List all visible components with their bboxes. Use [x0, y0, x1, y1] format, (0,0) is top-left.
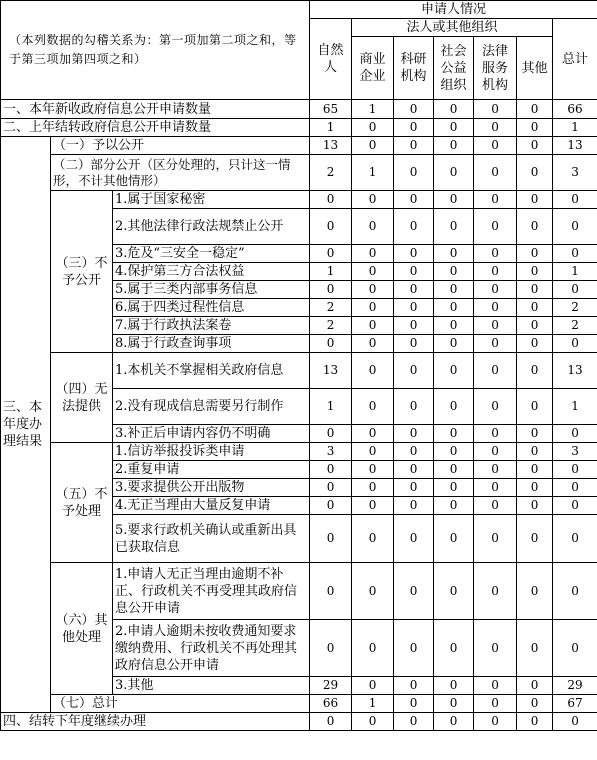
- row-label: 二、上年结转政府信息公开申请数量: [1, 119, 310, 137]
- value-cell: 0: [474, 497, 517, 515]
- value-cell: 0: [434, 335, 474, 353]
- row-label: （一）予以公开: [51, 137, 310, 155]
- value-cell: 0: [517, 155, 553, 191]
- row-label: 一、本年新收政府信息公开申请数量: [1, 100, 310, 119]
- value-cell: 0: [434, 155, 474, 191]
- table-note: （本列数据的勾稽关系为：第一项加第二项之和，等于第三项加第四项之和）: [1, 1, 310, 100]
- value-cell: 0: [310, 335, 352, 353]
- value-cell: 0: [352, 191, 394, 209]
- value-cell: 0: [434, 119, 474, 137]
- value-cell: 0: [434, 389, 474, 425]
- value-cell: 3: [310, 443, 352, 461]
- value-cell: 0: [310, 497, 352, 515]
- value-cell: 0: [517, 443, 553, 461]
- value-cell: 0: [474, 443, 517, 461]
- value-cell: 0: [352, 677, 394, 695]
- group-label: （三）不予公开: [51, 191, 113, 353]
- value-cell: 0: [474, 425, 517, 443]
- value-cell: 0: [394, 677, 434, 695]
- group-label: （四）无法提供: [51, 353, 113, 443]
- value-cell: 1: [352, 100, 394, 119]
- value-cell: 0: [474, 479, 517, 497]
- value-cell: 0: [434, 263, 474, 281]
- value-cell: 0: [553, 620, 597, 677]
- value-cell: 0: [517, 281, 553, 299]
- value-cell: 13: [310, 353, 352, 389]
- value-cell: 0: [474, 263, 517, 281]
- value-cell: 0: [434, 353, 474, 389]
- value-cell: 0: [474, 515, 517, 563]
- value-cell: 2: [310, 155, 352, 191]
- value-cell: 0: [310, 461, 352, 479]
- table-row: [1, 695, 597, 713]
- item-label: 1.信访举报投诉类申请: [113, 443, 310, 461]
- value-cell: 29: [553, 677, 597, 695]
- value-cell: 0: [553, 479, 597, 497]
- value-cell: 0: [394, 479, 434, 497]
- value-cell: 0: [352, 620, 394, 677]
- value-cell: 0: [352, 389, 394, 425]
- value-cell: 0: [434, 479, 474, 497]
- col-public-welfare: 社会公益组织: [434, 37, 474, 100]
- value-cell: 0: [474, 281, 517, 299]
- table-row: [1, 443, 597, 461]
- item-label: 1.属于国家秘密: [113, 191, 310, 209]
- item-label: 7.属于行政执法案卷: [113, 317, 310, 335]
- value-cell: 0: [434, 281, 474, 299]
- value-cell: 0: [310, 425, 352, 443]
- group-label: （六）其他处理: [51, 563, 113, 695]
- value-cell: 1: [310, 389, 352, 425]
- table-row: [1, 155, 597, 191]
- col-legal-service: 法律服务机构: [474, 37, 517, 100]
- value-cell: 0: [517, 245, 553, 263]
- value-cell: 13: [553, 353, 597, 389]
- value-cell: 0: [310, 245, 352, 263]
- value-cell: 0: [517, 479, 553, 497]
- value-cell: 0: [394, 155, 434, 191]
- value-cell: 0: [474, 695, 517, 713]
- value-cell: 65: [310, 100, 352, 119]
- value-cell: 0: [474, 563, 517, 620]
- value-cell: 0: [517, 191, 553, 209]
- value-cell: 0: [394, 443, 434, 461]
- value-cell: 0: [310, 620, 352, 677]
- value-cell: 0: [394, 119, 434, 137]
- value-cell: 0: [394, 425, 434, 443]
- value-cell: 0: [352, 461, 394, 479]
- value-cell: 0: [553, 461, 597, 479]
- value-cell: 0: [517, 335, 553, 353]
- value-cell: 0: [394, 563, 434, 620]
- value-cell: 0: [517, 497, 553, 515]
- value-cell: 0: [394, 713, 434, 731]
- value-cell: 0: [394, 353, 434, 389]
- value-cell: 0: [474, 677, 517, 695]
- value-cell: 0: [352, 119, 394, 137]
- value-cell: 0: [517, 461, 553, 479]
- value-cell: 0: [434, 461, 474, 479]
- value-cell: 0: [310, 191, 352, 209]
- value-cell: 0: [352, 281, 394, 299]
- item-label: 3.危及“三安全一稳定”: [113, 245, 310, 263]
- value-cell: 0: [474, 389, 517, 425]
- value-cell: 3: [553, 155, 597, 191]
- value-cell: 0: [474, 461, 517, 479]
- item-label: 2.申请人逾期未按收费通知要求缴纳费用、行政机关不再处理其政府信息公开申请: [113, 620, 310, 677]
- item-label: 4.无正当理由大量反复申请: [113, 497, 310, 515]
- value-cell: 0: [517, 119, 553, 137]
- table-row: [1, 137, 597, 155]
- value-cell: 2: [310, 299, 352, 317]
- value-cell: 66: [310, 695, 352, 713]
- value-cell: 0: [352, 299, 394, 317]
- item-label: 8.属于行政查询事项: [113, 335, 310, 353]
- value-cell: 0: [394, 695, 434, 713]
- value-cell: 0: [517, 695, 553, 713]
- value-cell: 0: [352, 209, 394, 245]
- value-cell: 0: [474, 155, 517, 191]
- value-cell: 0: [517, 677, 553, 695]
- value-cell: 0: [434, 245, 474, 263]
- value-cell: 0: [517, 620, 553, 677]
- value-cell: 0: [434, 191, 474, 209]
- group-label: （五）不予处理: [51, 443, 113, 563]
- item-label: 3.要求提供公开出版物: [113, 479, 310, 497]
- col-natural-person: 自然人: [310, 19, 352, 100]
- value-cell: 0: [474, 245, 517, 263]
- value-cell: 0: [553, 335, 597, 353]
- value-cell: 0: [394, 137, 434, 155]
- value-cell: 0: [553, 281, 597, 299]
- value-cell: 0: [474, 209, 517, 245]
- value-cell: 0: [434, 620, 474, 677]
- value-cell: 0: [474, 191, 517, 209]
- value-cell: 0: [394, 299, 434, 317]
- value-cell: 0: [434, 137, 474, 155]
- table-row: [1, 563, 597, 620]
- item-label: 6.属于四类过程性信息: [113, 299, 310, 317]
- value-cell: 0: [517, 209, 553, 245]
- value-cell: 0: [394, 317, 434, 335]
- value-cell: 0: [553, 515, 597, 563]
- value-cell: 29: [310, 677, 352, 695]
- value-cell: 1: [352, 695, 394, 713]
- value-cell: 0: [474, 100, 517, 119]
- value-cell: 0: [434, 695, 474, 713]
- item-label: 2.其他法律行政法规禁止公开: [113, 209, 310, 245]
- value-cell: 0: [517, 263, 553, 281]
- table-row: [1, 191, 597, 209]
- value-cell: 0: [434, 209, 474, 245]
- value-cell: 0: [434, 677, 474, 695]
- value-cell: 0: [553, 245, 597, 263]
- value-cell: 0: [517, 353, 553, 389]
- item-label: 1.本机关不掌握相关政府信息: [113, 353, 310, 389]
- value-cell: 0: [553, 209, 597, 245]
- value-cell: 0: [394, 620, 434, 677]
- value-cell: 0: [394, 335, 434, 353]
- row-label: 四、结转下年度继续办理: [1, 713, 310, 731]
- value-cell: 0: [434, 713, 474, 731]
- value-cell: 0: [517, 713, 553, 731]
- value-cell: 0: [434, 425, 474, 443]
- value-cell: 0: [394, 281, 434, 299]
- value-cell: 2: [553, 299, 597, 317]
- value-cell: 0: [394, 245, 434, 263]
- value-cell: 0: [394, 191, 434, 209]
- value-cell: 0: [474, 317, 517, 335]
- value-cell: 66: [553, 100, 597, 119]
- value-cell: 0: [517, 137, 553, 155]
- value-cell: 0: [517, 299, 553, 317]
- value-cell: 0: [352, 515, 394, 563]
- value-cell: 0: [474, 119, 517, 137]
- value-cell: 2: [310, 317, 352, 335]
- value-cell: 0: [352, 497, 394, 515]
- value-cell: 1: [310, 119, 352, 137]
- legal-org-header: 法人或其他组织: [352, 19, 553, 37]
- value-cell: 0: [352, 263, 394, 281]
- value-cell: 0: [310, 713, 352, 731]
- value-cell: 1: [310, 263, 352, 281]
- value-cell: 0: [394, 263, 434, 281]
- item-label: 2.重复申请: [113, 461, 310, 479]
- value-cell: 0: [352, 425, 394, 443]
- value-cell: 0: [352, 713, 394, 731]
- value-cell: 0: [434, 299, 474, 317]
- value-cell: 0: [517, 389, 553, 425]
- value-cell: 1: [553, 263, 597, 281]
- col-other: 其他: [517, 37, 553, 100]
- value-cell: 0: [394, 497, 434, 515]
- value-cell: 0: [394, 389, 434, 425]
- col-total: 总计: [553, 19, 597, 100]
- value-cell: 0: [352, 563, 394, 620]
- value-cell: 0: [434, 443, 474, 461]
- item-label: 4.保护第三方合法权益: [113, 263, 310, 281]
- value-cell: 0: [310, 563, 352, 620]
- value-cell: 0: [553, 425, 597, 443]
- value-cell: 1: [553, 389, 597, 425]
- value-cell: 0: [352, 443, 394, 461]
- value-cell: 0: [474, 299, 517, 317]
- value-cell: 0: [474, 353, 517, 389]
- value-cell: 0: [474, 335, 517, 353]
- value-cell: 0: [394, 515, 434, 563]
- table-row: [1, 713, 597, 731]
- col-research: 科研机构: [394, 37, 434, 100]
- value-cell: 0: [394, 461, 434, 479]
- value-cell: 0: [434, 317, 474, 335]
- item-label: 5.要求行政机关确认或重新出具已获取信息: [113, 515, 310, 563]
- value-cell: 0: [553, 191, 597, 209]
- item-label: 1.申请人无正当理由逾期不补正、行政机关不再受理其政府信息公开申请: [113, 563, 310, 620]
- value-cell: 0: [474, 713, 517, 731]
- value-cell: 1: [553, 119, 597, 137]
- value-cell: 0: [394, 100, 434, 119]
- value-cell: 0: [517, 317, 553, 335]
- value-cell: 0: [434, 515, 474, 563]
- value-cell: 3: [553, 443, 597, 461]
- item-label: 2.没有现成信息需要另行制作: [113, 389, 310, 425]
- value-cell: 0: [434, 563, 474, 620]
- section-3-label: 三、本年度办理结果: [1, 137, 51, 713]
- value-cell: 0: [517, 515, 553, 563]
- table-row: [1, 353, 597, 389]
- value-cell: 0: [352, 479, 394, 497]
- value-cell: 0: [434, 497, 474, 515]
- value-cell: 0: [352, 137, 394, 155]
- table-row: [1, 100, 597, 119]
- value-cell: 0: [553, 563, 597, 620]
- value-cell: 0: [310, 209, 352, 245]
- item-label: 3.补正后申请内容仍不明确: [113, 425, 310, 443]
- row-label: （七）总计: [51, 695, 310, 713]
- value-cell: 0: [517, 100, 553, 119]
- value-cell: 0: [352, 317, 394, 335]
- value-cell: 0: [553, 713, 597, 731]
- value-cell: 13: [310, 137, 352, 155]
- applicant-situation-header: 申请人情况: [310, 1, 597, 19]
- value-cell: 0: [352, 245, 394, 263]
- table-row: [1, 119, 597, 137]
- value-cell: 0: [310, 515, 352, 563]
- value-cell: 13: [553, 137, 597, 155]
- row-label: （二）部分公开（区分处理的，只计这一情形，不计其他情形）: [51, 155, 310, 191]
- value-cell: 0: [394, 209, 434, 245]
- value-cell: 67: [553, 695, 597, 713]
- item-label: 3.其他: [113, 677, 310, 695]
- value-cell: 0: [517, 563, 553, 620]
- value-cell: 2: [553, 317, 597, 335]
- value-cell: 0: [474, 137, 517, 155]
- value-cell: 0: [352, 335, 394, 353]
- value-cell: 0: [352, 353, 394, 389]
- value-cell: 0: [310, 281, 352, 299]
- value-cell: 1: [352, 155, 394, 191]
- item-label: 5.属于三类内部事务信息: [113, 281, 310, 299]
- value-cell: 0: [517, 425, 553, 443]
- value-cell: 0: [434, 100, 474, 119]
- value-cell: 0: [553, 497, 597, 515]
- value-cell: 0: [310, 479, 352, 497]
- value-cell: 0: [474, 620, 517, 677]
- col-business: 商业企业: [352, 37, 394, 100]
